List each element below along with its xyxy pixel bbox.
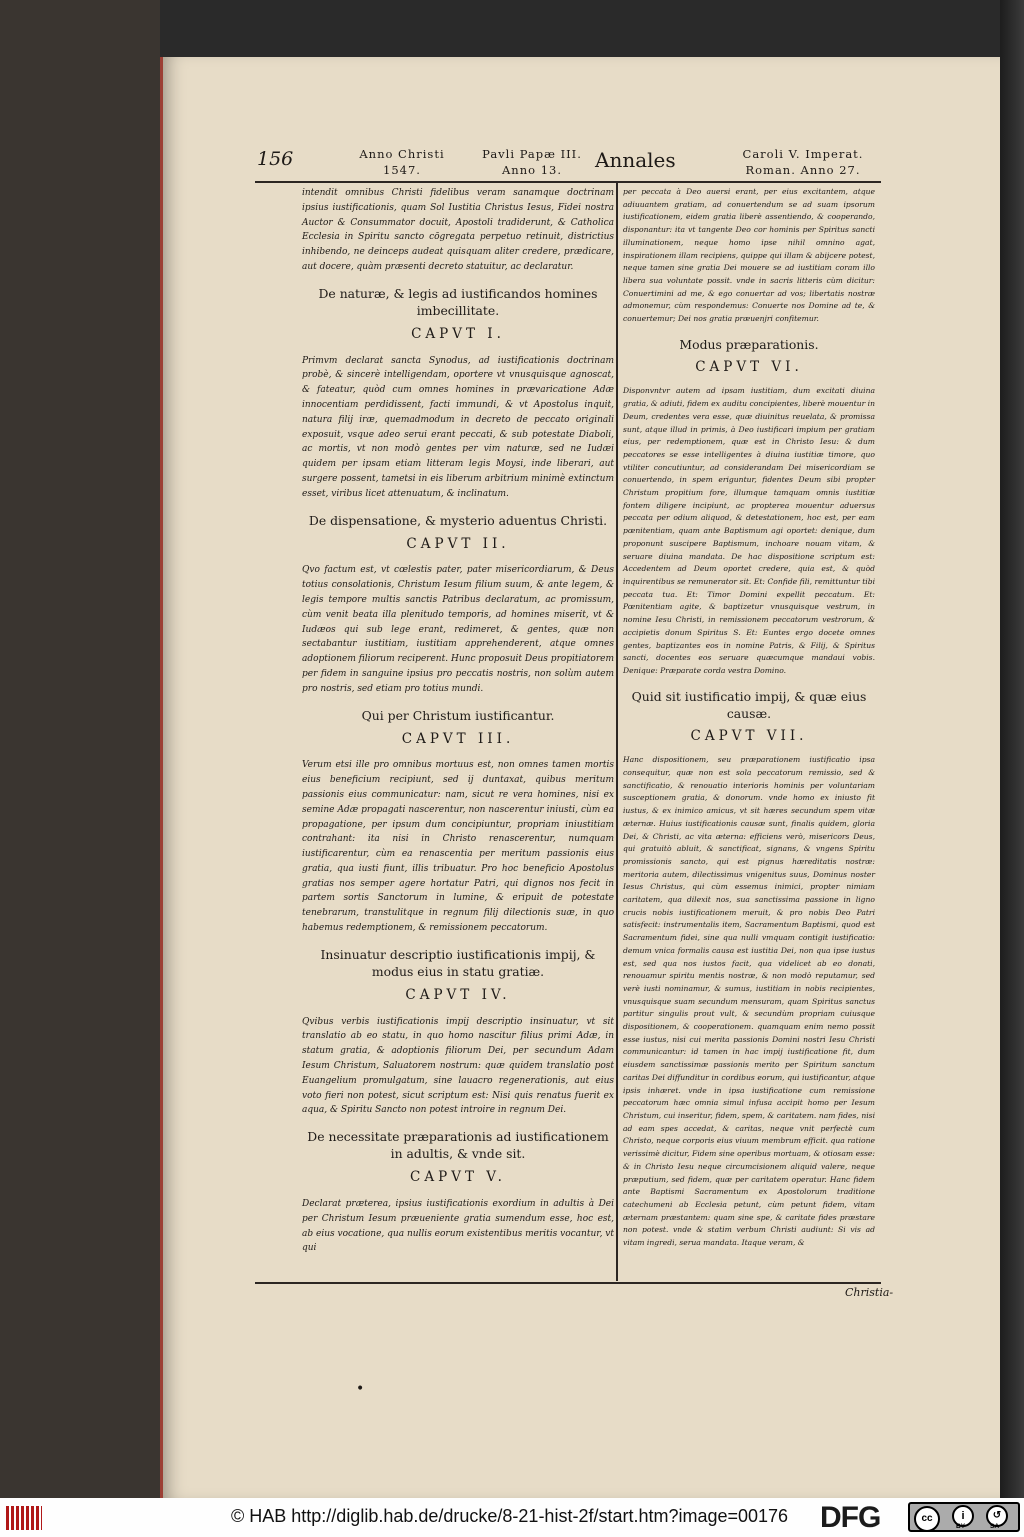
chapter-heading: CAPVT II. [406, 535, 510, 552]
column-rule [616, 181, 618, 1281]
license-sa-label: SA [990, 1523, 1000, 1530]
left-text-column [302, 186, 614, 1256]
chapter-heading: CAPVT VII. [690, 727, 808, 744]
paragraph: Hanc dispositionem, seu præparationem iustificatio ipsa consequitur, quæ non est sola peccatorum remissio, sed & sanctificatio, & renouatio interioris hominis per voluntariam susceptionem gratia, & donorum. vnde homo ex iniusto fit iustus, & ex inimico amicus, vt sit hæres secundum spem vitæ æternæ. Huius iustificationis causæ sunt, finalis quidem, gloria Dei, & Christi, ac vita æterna: efficiens verò, misericors Deus, qui gratuitò abluit, & sanctificat, signans, & vngens Spiritu promissionis sancto, qui est pignus hæreditatis nostræ: meritoria autem, dilectissimus vnigenitus suus, Dominus noster Iesus Christus, qui cùm essemus inimici, propter nimiam caritatem, qua dilexit nos, sua sanctissima passione in ligno crucis nobis iustificationem meruit, & pro nobis Deo Patri satisfecit: instrumentalis item, Sacramentum Baptismi, quod est Sacramentum fidei, sine qua nulli vmquam contigit iustificatio: demum vnica formalis causa est iustitia Dei, non qua ipse iustus est, sed qua nos iustos facit, qua videlicet ab eo donati, renouamur spiritu mentis nostræ, & non modò reputamur, sed verè iusti nominamur, & sumus, iustitiam in nobis recipientes, vnusquisque suam secundum mensuram, quam Spiritus sanctus partitur singulis prout vult, & secundùm propriam cuiusque dispositionem, & cooperationem. quamquam enim nemo possit esse iustus, nisi cui merita passionis Domini nostri Iesu Christi communicantur: id tamen in hac impij iustificatione fit, dum eiusdem sanctissimæ passionis merito per Spiritum sanctum caritas Dei diffunditur in cordibus eorum, qui iustificantur, atque ipsis inhæret. vnde in ipsa iustificatione cum remissione peccatorum hæc omnia simul infusa accipit homo per Iesum Christum, cui inseritur, fidem, spem, & caritatem. nam fides, nisi ad eam spes accedat, & caritas, neque vnit perfectè cum Christo, neque corporis eius viuum membrum efficit. qua ratione verissimè dicitur, Fidem sine operibus mortuam, & otiosam esse: & in Christo Iesu neque circumcisionem aliquid valere, neque præputium, sed fidem, quæ per caritatem operatur. Hanc fidem ante Baptismi Sacramentum ex Apostolorum traditione catechumeni ab Ecclesia petunt, cùm petunt fidem, vitam æternam præstantem: quam sine spe, & caritate fides præstare non potest. vnde & statim verbum Christi audiunt: Si vis ad vitam ingredi, serua mandata. Itaque veram, & [623, 755, 875, 1248]
right-background [1000, 0, 1024, 1498]
page-number: 156 [257, 148, 294, 170]
header-emperor-label: Caroli V. Imperat. [742, 147, 864, 161]
attribution-icon: i [952, 1505, 974, 1527]
section-heading: Quid sit iustificatio impij, & quæ eius causæ. [631, 688, 867, 721]
section-heading: De dispensatione, & mysterio aduentus Christi. [308, 512, 608, 528]
header-pope-block [477, 146, 587, 178]
chapter-heading: CAPVT V. [410, 1169, 506, 1186]
viewer-footer [0, 1498, 1024, 1537]
paragraph: per peccata à Deo auersi erant, per eius excitantem, atque adiuuantem gratiam, ad conuertendum se ad suam ipsorum iustificationem, eidem gratia liberè assentiendo, & cooperando, disponantur: ita vt tangente Deo cor hominis per Spiritus sancti illuminationem, neque homo ipse nihil omnino agat, inspirationem illam recipiens, quippe qui illam & abijcere potest, neque tamen sine gratia Dei mouere se ad iustitiam coram illo libera sua voluntate possit. vnde in sacris litteris cùm dicitur: Conuertimini ad me, & ego conuertar ad vos; libertatis nostræ admonemur, cùm respondemus: Conuerte nos Domine ad te, & conuertemur; Dei nos gratia præuenjri confitemur. [623, 187, 875, 324]
cc-icon: cc [914, 1506, 940, 1532]
hab-logo-icon [6, 1506, 42, 1530]
paragraph: Verum etsi ille pro omnibus mortuus est, non omnes tamen mortis eius beneficium recipiunt, sed ij duntaxat, quibus meritum passionis eius communicatur: nam, sicut re vera homines, nisi ex semine Adæ propagati nascerentur, non nascerentur iniusti, cùm ea propagatione, per ipsum dum concipiuntur, propriam iniustitiam contrahant: ita nisi in Christo renascerentur, numquam iustificarentur, cùm ea renascentia per meritum passionis eius gratia, qua iusti fiunt, illis tribuatur. Pro hoc beneficio Apostolus gratias nos semper agere hortatur Patri, qui dignos nos fecit in partem sortis Sanctorum in lumine, & eripuit de potestate tenebrarum, transtulitque in regnum filij dilectionis suæ, in quo habemus redemptionem, & remissionem peccatorum. [302, 760, 614, 934]
section-heading: Modus præparationis. [679, 336, 819, 352]
chapter-heading: CAPVT III. [401, 730, 515, 747]
chapter-heading: CAPVT VI. [695, 358, 803, 375]
paragraph: Primvm declarat sancta Synodus, ad iustificationis doctrinam probè, & sincerè intelligendam, oportere vt vnusquisque agnoscat, & fateatur, quòd cum omnes homines in prævaricatione Adæ innocentiam perdidissent, facti immundi, & vt Apostolus inquit, natura filij iræ, quemadmodum in decreto de peccato originali exposuit, vsque adeo serui erant peccati, & sub potestate Diaboli, ac mortis, vt non modò gentes per vim naturæ, sed ne Iudæi quidem per ipsam etiam litteram legis Moysi, inde liberari, aut surgere possent, tametsi in eis liberum arbitrium minimè extinctum esset, viribus licet attenuatum, & inclinatum. [302, 355, 614, 499]
chapter-heading: CAPVT IV. [405, 986, 511, 1003]
header-rule [255, 181, 881, 183]
header-year-block [347, 146, 457, 178]
catchword: Christia- [845, 1286, 894, 1299]
section-heading: Insinuatur descriptio iustificationis impij, & modus eius in statu gratiæ. [320, 946, 596, 979]
header-year-value: 1547. [383, 163, 421, 177]
header-title: Annales [595, 148, 676, 172]
chapter-heading: CAPVT I. [411, 325, 505, 342]
cc-license-badge[interactable] [908, 1502, 1020, 1532]
dfg-logo: DFG [820, 1501, 881, 1534]
left-background [0, 0, 160, 1498]
running-header [255, 146, 885, 180]
section-heading: De necessitate præparationis ad iustificationem in adultis, & vnde sit. [307, 1129, 609, 1162]
paragraph: Qvibus verbis iustificationis impij descriptio insinuatur, vt sit translatio ab eo statu, in quo homo nascitur filius primi Adæ, in statum gratia, & adoptionis filiorum Dei, per secundum Adam Iesum Christum, Saluatorem nostrum: quæ quidem translatio post Euangelium promulgatum, sine lauacro regenerationis, aut eius voto fieri non potest, sicut scriptum est: Nisi quis renatus fuerit ex aqua, & Spiritu Sancto non potest introire in regnum Dei. [302, 1016, 614, 1116]
paragraph: intendit omnibus Christi fidelibus veram sanamque doctrinam ipsius iustificationis, quam Sol Iustitia Christus Iesus, Fidei nostra Auctor & Consummator docuit, Apostoli tradiderunt, & Catholica Ecclesia in Spiritu sancto cōgregata perpetuo retinuit, districtius inhibendo, ne deinceps audeat quisquam aliter credere, prædicare, aut docere, quàm præsenti decreto statuitur, ac declaratur. [302, 188, 614, 272]
header-pope-label: Pavli Papæ III. [482, 147, 582, 161]
paragraph: Qvo factum est, vt cœlestis pater, pater misericordiarum, & Deus totius consolationis, Christum Iesum filium suum, & ante legem, & legis tempore multis sanctis Patribus declaratum, ac promissum, cùm venit beata illa plenitudo temporis, ad homines miserit, vt & Iudæos qui sub lege erant, redimeret, & gentes, quæ non sectabantur iustitiam, iustitiam apprehenderent, atque omnes adoptionem filiorum reciperent. Hunc proposuit Deus propitiatorem per fidem in sanguine ipsius pro peccatis nostris, non solùm autem pro nostris, sed etiam pro totius mundi. [302, 565, 614, 694]
share-alike-icon: ↺ [986, 1505, 1008, 1527]
header-emperor-block [723, 146, 883, 178]
section-heading: De naturæ, & legis ad iustificandos homines imbecillitate. [318, 285, 598, 318]
printer-mark: • [356, 1381, 365, 1397]
header-year-label: Anno Christi [359, 147, 445, 161]
right-text-column [623, 186, 875, 1250]
paragraph: Disponvntvr autem ad ipsam iustitiam, dum excitati diuina gratia, & adiuti, fidem ex auditu concipientes, liberè mouentur in Deum, credentes vera esse, quæ diuinitus reuelata, & promissa sunt, atque illud in primis, à Deo iustificari impium per gratiam eius, per redemptionem, quæ est in Christo Iesu: & dum peccatores se esse intelligentes à diuina iustitiæ timore, quo vtiliter concutiuntur, ad considerandam Dei misericordiam se conuertendo, in spem eriguntur, fidentes Deum sibi propter Christum propitium fore, illumque tamquam omnis iustitiæ fontem diligere incipiunt, ac propterea mouentur aduersus peccata per odium aliquod, & detestationem, hoc est, per eam pœnitentiam, quam ante Baptismum agi oportet: denique, dum proponunt suscipere Baptismum, inchoare nouam vitam, & seruare diuina mandata. De hac dispositione scriptum est: Accedentem ad Deum oportet credere, quia est, & quòd inquirentibus se remunerator sit. Et: Confide fili, remittuntur tibi peccata tua. Et: Timor Domini expellit peccatum. Et: Pœnitentiam agite, & baptizetur vnusquisque vestrum, in nomine Iesu Christi, in remissionem peccatorum vestrorum, & accipietis donum Spiritus S. Et: Euntes ergo docete omnes gentes, baptizantes eos in nomine Patris, & Filij, & Spiritus sancti, docentes eos seruare quæcumque mandaui vobis. Denique: Præparate corda vestra Domino. [623, 386, 875, 675]
section-heading: Qui per Christum iustificantur. [361, 707, 555, 723]
source-url[interactable]: © HAB http://diglib.hab.de/drucke/8-21-hist-2f/start.htm?image=00176 [231, 1506, 789, 1526]
license-by-label: BY [956, 1523, 966, 1530]
paragraph: Declarat præterea, ipsius iustificationis exordium in adultis à Dei per Christum Iesum præueniente gratia sumendum esse, hoc est, ab eius vocatione, qua nullis eorum existentibus meritis vocantur, vt qui [302, 1199, 614, 1254]
footer-rule [255, 1282, 881, 1284]
header-emperor-year: Roman. Anno 27. [745, 163, 861, 177]
header-pope-year: Anno 13. [502, 163, 562, 177]
